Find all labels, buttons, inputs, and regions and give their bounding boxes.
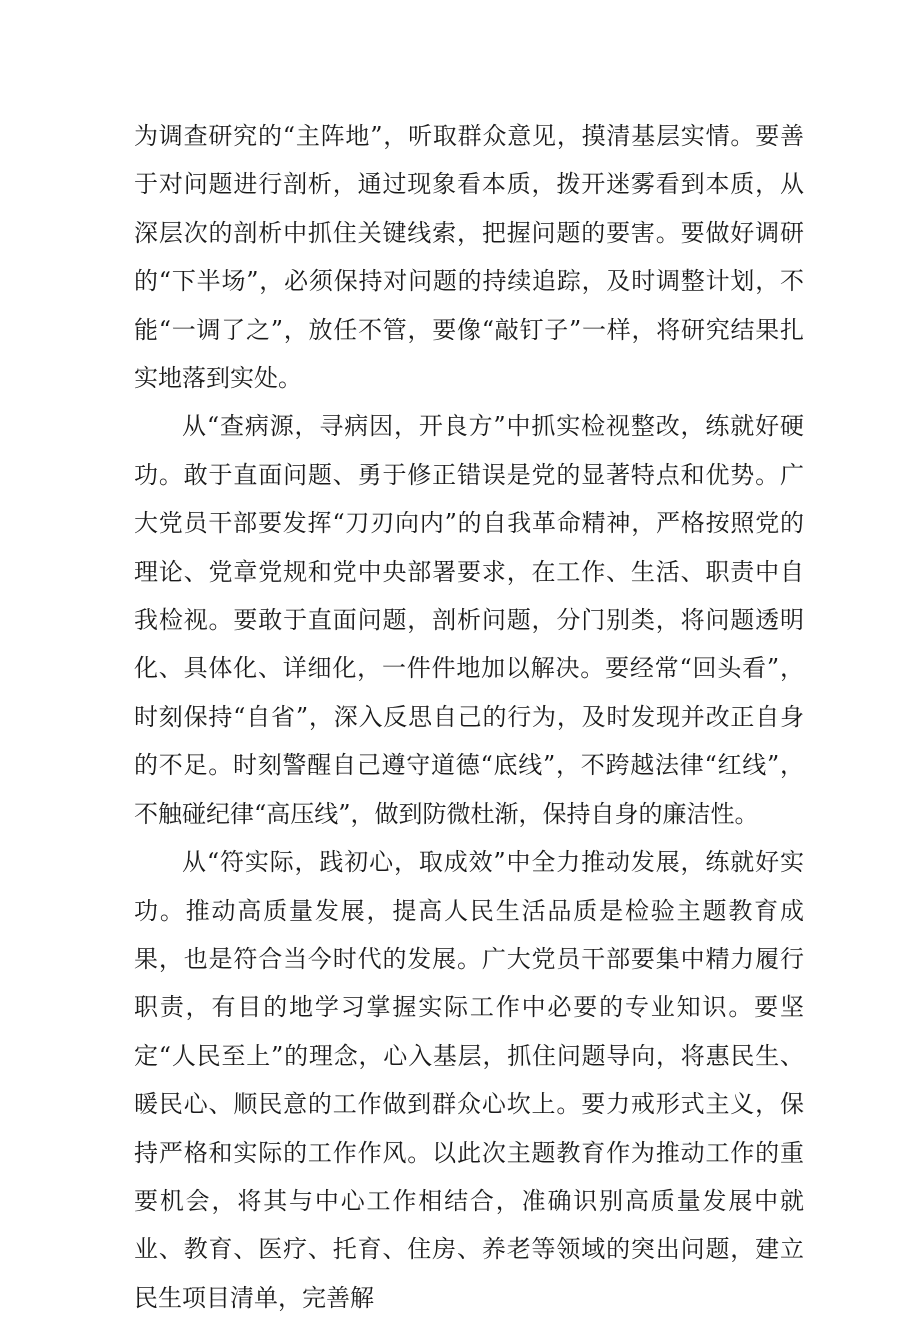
- paragraph-3: 从“符实际，践初心，取成效”中全力推动发展，练就好实功。推动高质量发展，提高人民生活品质是检验主题教育成果，也是符合当今时代的发展。广大党员干部要集中精力履行职责，有目的地学习掌握实际工作中必要的专业知识。要坚定“人民至上”的理念，心入基层，抓住问题导向，将惠民生、暖民心、顺民意的工作做到群众心坎上。要力戒形式主义，保持严格和实际的工作作风。以此次主题教育作为推动工作的重要机会，将其与中心工作相结合，准确识别高质量发展中就业、教育、医疗、托育、住房、养老等领域的突出问题，建立民生项目清单，完善解: [134, 848, 804, 1312]
- paragraph-1: 为调查研究的“主阵地”，听取群众意见，摸清基层实情。要善于对问题进行剖析，通过现象看本质，拨开迷雾看到本质，从深层次的剖析中抓住关键线索，把握问题的要害。要做好调研的“下半场”，必须保持对问题的持续追踪，及时调整计划，不能“一调了之”，放任不管，要像“敲钉子”一样，将研究结果扎实地落到实处。: [134, 122, 804, 393]
- paragraph-2: 从“查病源，寻病因，开良方”中抓实检视整改，练就好硬功。敢于直面问题、勇于修正错误是党的显著特点和优势。广大党员干部要发挥“刀刃向内”的自我革命精神，严格按照党的理论、党章党规和党中央部署要求，在工作、生活、职责中自我检视。要敢于直面问题，剖析问题，分门别类，将问题透明化、具体化、详细化，一件件地加以解决。要经常“回头看”，时刻保持“自省”，深入反思自己的行为，及时发现并改正自身的不足。时刻警醒自己遵守道德“底线”，不跨越法律“红线”，不触碰纪律“高压线”，做到防微杜渐，保持自身的廉洁性。: [134, 412, 804, 828]
- document-body: [134, 112, 804, 1322]
